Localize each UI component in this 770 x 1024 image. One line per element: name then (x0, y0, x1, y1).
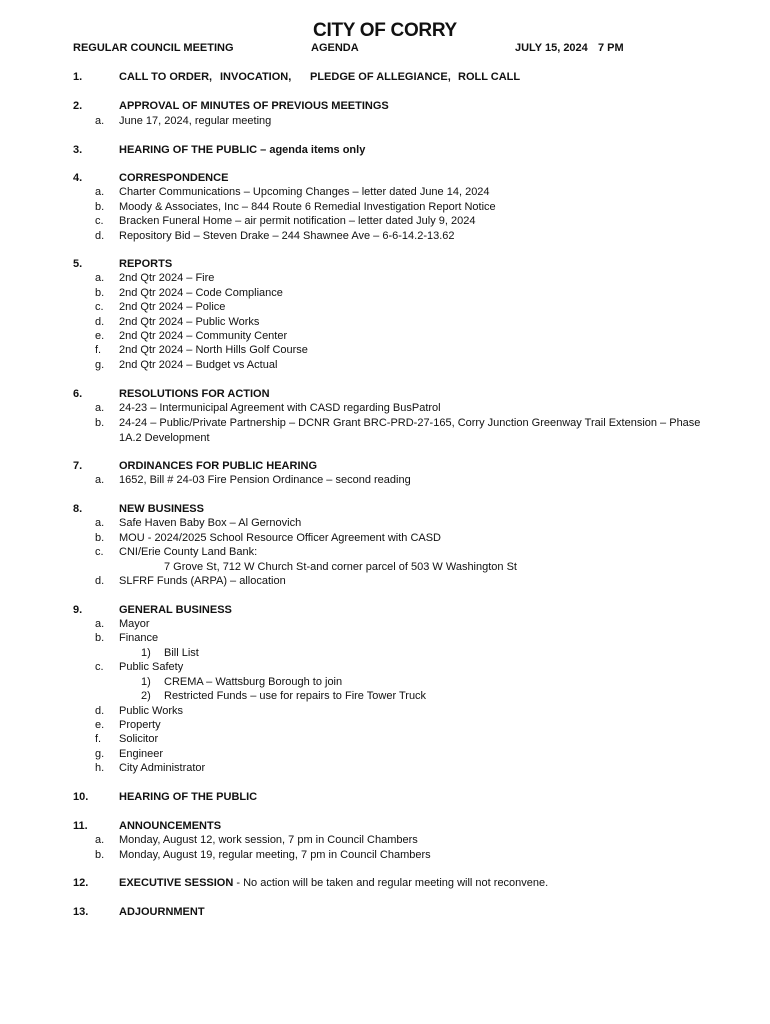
item-heading: REPORTS (119, 258, 173, 270)
nested-number: 1) (141, 676, 151, 688)
sub-letter: f. (95, 344, 102, 356)
item-number: 7. (73, 460, 83, 472)
item-heading: CORRESPONDENCE (119, 172, 229, 184)
sub-text: 2nd Qtr 2024 – Code Compliance (119, 287, 283, 299)
meeting-type: REGULAR COUNCIL MEETING (73, 42, 234, 54)
sub-text: 1652, Bill # 24-03 Fire Pension Ordinance – second reading (119, 474, 411, 486)
sub-text: Solicitor (119, 733, 159, 745)
nested-number: 1) (141, 647, 151, 659)
item-number: 10. (73, 791, 89, 803)
sub-letter: b. (95, 287, 105, 299)
item-number: 9. (73, 604, 83, 616)
invocation: INVOCATION, (220, 71, 292, 83)
sub-text: CNI/Erie County Land Bank: (119, 546, 258, 558)
sub-text: Public Safety (119, 661, 184, 673)
call-to-order: CALL TO ORDER, (119, 71, 213, 83)
sub-text: Monday, August 19, regular meeting, 7 pm in Council Chambers (119, 849, 431, 861)
sub-letter: f. (95, 733, 102, 745)
sub-text: Moody & Associates, Inc – 844 Route 6 Remedial Investigation Report Notice (119, 201, 496, 213)
sub-letter: a. (95, 272, 105, 284)
sub-letter: c. (95, 215, 104, 227)
item-heading: ADJOURNMENT (119, 906, 205, 918)
sub-text: Charter Communications – Upcoming Changes – letter dated June 14, 2024 (119, 186, 490, 198)
item-heading-with-note (119, 876, 548, 890)
sub-text: Public Works (119, 705, 183, 717)
sub-text: 2nd Qtr 2024 – Public Works (119, 316, 260, 328)
sub-text: Finance (119, 632, 159, 644)
sub-text: 2nd Qtr 2024 – North Hills Golf Course (119, 344, 308, 356)
sub-text: 24-24 – Public/Private Partnership – DCNR Grant BRC-PRD-27-165, Corry Junction Greenway Trail Extension – Phase 1A.2 Development (119, 417, 701, 444)
sub-letter: g. (95, 748, 105, 760)
sub-letter: e. (95, 719, 105, 731)
sub-letter: d. (95, 575, 105, 587)
nested-number: 2) (141, 690, 151, 702)
item-number: 6. (73, 388, 83, 400)
sub-letter: a. (95, 618, 105, 630)
sub-text: SLFRF Funds (ARPA) – allocation (119, 575, 286, 587)
item-heading: GENERAL BUSINESS (119, 604, 232, 616)
meeting-time: 7 PM (598, 42, 624, 54)
item-heading: APPROVAL OF MINUTES OF PREVIOUS MEETINGS (119, 100, 389, 112)
sub-text: City Administrator (119, 762, 206, 774)
sub-text: June 17, 2024, regular meeting (119, 115, 272, 127)
sub-text: Mayor (119, 618, 150, 630)
sub-letter: g. (95, 359, 105, 371)
sub-text: Monday, August 12, work session, 7 pm in Council Chambers (119, 834, 418, 846)
roll-call: ROLL CALL (458, 71, 521, 83)
nested-text: Restricted Funds – use for repairs to Fire Tower Truck (164, 690, 427, 702)
item-heading: HEARING OF THE PUBLIC (119, 791, 258, 803)
sub-letter: c. (95, 661, 104, 673)
meeting-date: JULY 15, 2024 (515, 42, 588, 54)
item-heading: ANNOUNCEMENTS (119, 820, 222, 832)
land-bank-parcels: 7 Grove St, 712 W Church St-and corner parcel of 503 W Washington St (164, 561, 517, 573)
document-type: AGENDA (311, 42, 359, 54)
sub-letter: d. (95, 316, 105, 328)
sub-letter: b. (95, 849, 105, 861)
item-heading: ORDINANCES FOR PUBLIC HEARING (119, 460, 318, 472)
sub-text: Engineer (119, 748, 164, 760)
sub-letter: b. (95, 532, 105, 544)
item-number: 5. (73, 258, 83, 270)
sub-letter: b. (95, 201, 105, 213)
item-number: 3. (73, 144, 83, 156)
sub-item (0, 416, 770, 446)
item-heading: EXECUTIVE SESSION (119, 877, 234, 889)
sub-letter: a. (95, 517, 105, 529)
item-number: 2. (73, 100, 83, 112)
sub-text: 24-23 – Intermunicipal Agreement with CASD regarding BusPatrol (119, 402, 441, 414)
sub-text: 2nd Qtr 2024 – Fire (119, 272, 215, 284)
nested-text: Bill List (164, 647, 199, 659)
sub-letter: a. (95, 474, 105, 486)
item-number: 12. (73, 877, 89, 889)
sub-text: 2nd Qtr 2024 – Police (119, 301, 226, 313)
sub-letter: c. (95, 546, 104, 558)
item-number: 1. (73, 71, 83, 83)
document-title: CITY OF CORRY (313, 20, 457, 41)
item-number: 8. (73, 503, 83, 515)
sub-letter: e. (95, 330, 105, 342)
item-heading: NEW BUSINESS (119, 503, 204, 515)
sub-text: Repository Bid – Steven Drake – 244 Shawnee Ave – 6-6-14.2-13.62 (119, 230, 455, 242)
item-number: 13. (73, 906, 89, 918)
sub-letter: b. (95, 417, 105, 429)
item-heading: HEARING OF THE PUBLIC – agenda items only (119, 144, 366, 156)
sub-letter: b. (95, 632, 105, 644)
sub-letter: a. (95, 115, 105, 127)
sub-text: 2nd Qtr 2024 – Community Center (119, 330, 288, 342)
item-note: - No action will be taken and regular meeting will not reconvene. (233, 877, 549, 889)
sub-text: Bracken Funeral Home – air permit notification – letter dated July 9, 2024 (119, 215, 476, 227)
sub-letter: h. (95, 762, 105, 774)
sub-letter: d. (95, 705, 105, 717)
sub-text: MOU - 2024/2025 School Resource Officer Agreement with CASD (119, 532, 442, 544)
sub-letter: a. (95, 402, 105, 414)
item-number: 11. (73, 820, 88, 832)
sub-text: Safe Haven Baby Box – Al Gernovich (119, 517, 302, 529)
sub-letter: a. (95, 186, 105, 198)
sub-letter: c. (95, 301, 104, 313)
nested-text: CREMA – Wattsburg Borough to join (164, 676, 343, 688)
sub-text: 2nd Qtr 2024 – Budget vs Actual (119, 359, 278, 371)
pledge-of-allegiance: PLEDGE OF ALLEGIANCE, (310, 71, 451, 83)
sub-letter: a. (95, 834, 105, 846)
item-number: 4. (73, 172, 83, 184)
sub-text: Property (119, 719, 161, 731)
sub-letter: d. (95, 230, 105, 242)
item-heading: RESOLUTIONS FOR ACTION (119, 388, 270, 400)
